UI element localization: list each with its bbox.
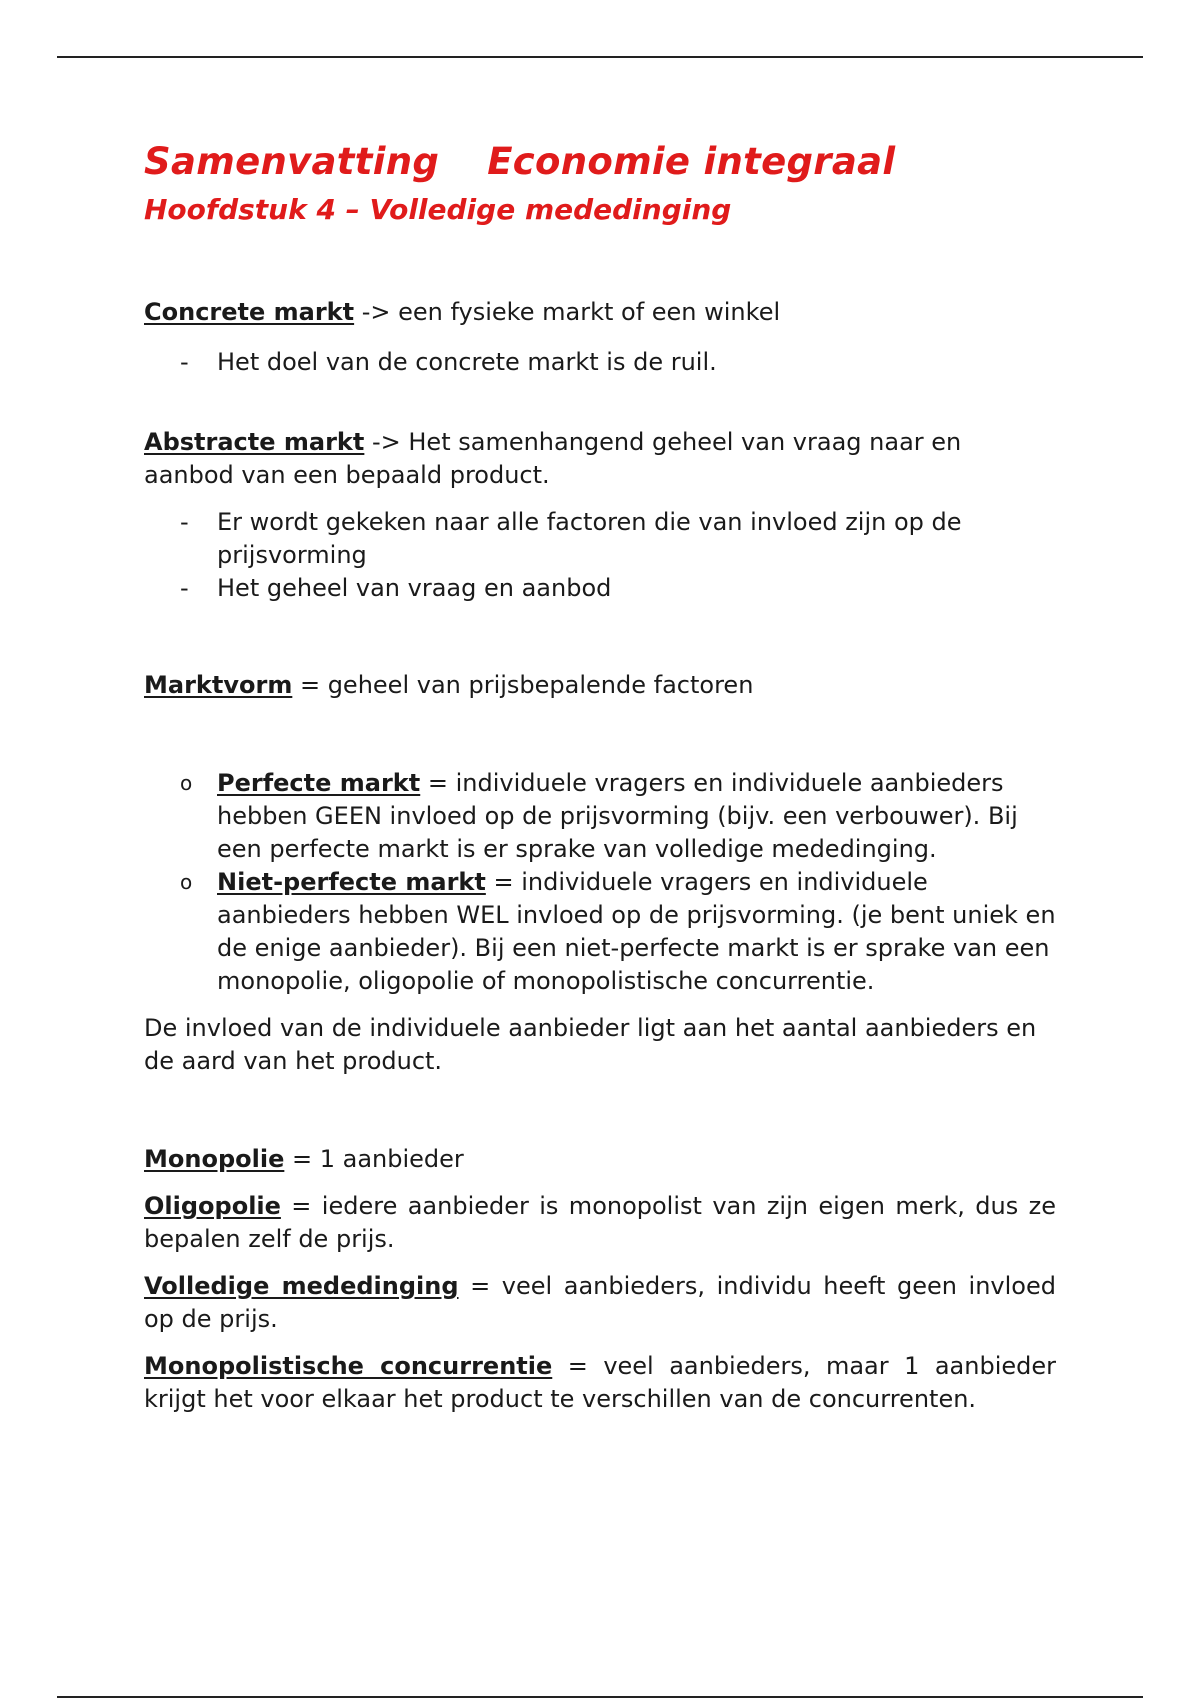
oligopolie-paragraph	[144, 1190, 1056, 1256]
marktvorm-definition: = geheel van prijsbepalende factoren	[292, 671, 754, 699]
volledige-mededinging-paragraph	[144, 1270, 1056, 1336]
niet-perfecte-markt-definition: = individuele vragers en individuele aanbieders hebben WEL invloed op de prijsvorming. (je bent uniek en de enige aanbieder). Bij een niet-perfecte markt is er sprake van een monopolie, oligopolie of monopolistische concurrentie.	[217, 868, 1056, 995]
monopolie-paragraph	[144, 1143, 1056, 1176]
monopolistische-concurrentie-paragraph	[144, 1350, 1056, 1416]
document-title	[144, 138, 1056, 186]
monopolistische-concurrentie-term: Monopolistische concurrentie	[144, 1352, 553, 1380]
monopolie-definition: = 1 aanbieder	[284, 1145, 464, 1173]
perfecte-markt-definition: = individuele vragers en individuele aanbieders hebben GEEN invloed op de prijsvorming (bijv. een verbouwer). Bij een perfecte markt is er sprake van volledige mededinging.	[217, 769, 1018, 863]
footer-rule	[57, 1696, 1143, 1698]
title-part-1: Samenvatting	[144, 140, 440, 183]
list-item	[144, 767, 1056, 866]
document-body	[144, 138, 1056, 1416]
monopolistische-concurrentie-definition: = veel aanbieders, maar 1 aanbieder krijgt het voor elkaar het product te verschillen van de concurrenten.	[144, 1352, 1057, 1413]
marktvorm-paragraph	[144, 669, 1056, 702]
concrete-markt-definition: -> een fysieke markt of een winkel	[354, 298, 781, 326]
list-item	[144, 866, 1056, 998]
volledige-mededinging-definition: = veel aanbieders, individu heeft geen invloed op de prijs.	[144, 1272, 1056, 1333]
concrete-markt-paragraph	[144, 296, 1056, 329]
list-item: - Het geheel van vraag en aanbod	[144, 572, 1056, 605]
monopolie-term: Monopolie	[144, 1145, 285, 1173]
marktvorm-term: Marktvorm	[144, 671, 293, 699]
title-part-2: Economie integraal	[487, 140, 896, 183]
list-item: - Er wordt gekeken naar alle factoren die van invloed zijn op de prijsvorming	[144, 506, 1056, 572]
concrete-markt-list	[144, 346, 1056, 379]
chapter-subtitle: Hoofdstuk 4 – Volledige mededinging	[144, 193, 732, 226]
perfecte-markt-term: Perfecte markt	[217, 769, 421, 797]
list-item: - Het doel van de concrete markt is de ruil.	[144, 346, 1056, 379]
concrete-markt-term: Concrete markt	[144, 298, 355, 326]
oligopolie-term: Oligopolie	[144, 1192, 281, 1220]
niet-perfecte-markt-term: Niet-perfecte markt	[217, 868, 486, 896]
abstracte-markt-list	[144, 506, 1056, 605]
header-rule	[57, 56, 1143, 58]
markt-types-list	[144, 767, 1056, 998]
abstracte-markt-paragraph	[144, 426, 1056, 492]
abstracte-markt-definition: -> Het samenhangend geheel van vraag naar en aanbod van een bepaald product.	[144, 428, 962, 489]
volledige-mededinging-term: Volledige mededinging	[144, 1272, 459, 1300]
invloed-paragraph: De invloed van de individuele aanbieder ligt aan het aantal aanbieders en de aard van het product.	[144, 1014, 1037, 1075]
oligopolie-definition: = iedere aanbieder is monopolist van zijn eigen merk, dus ze bepalen zelf de prijs.	[144, 1192, 1056, 1253]
abstracte-markt-term: Abstracte markt	[144, 428, 365, 456]
